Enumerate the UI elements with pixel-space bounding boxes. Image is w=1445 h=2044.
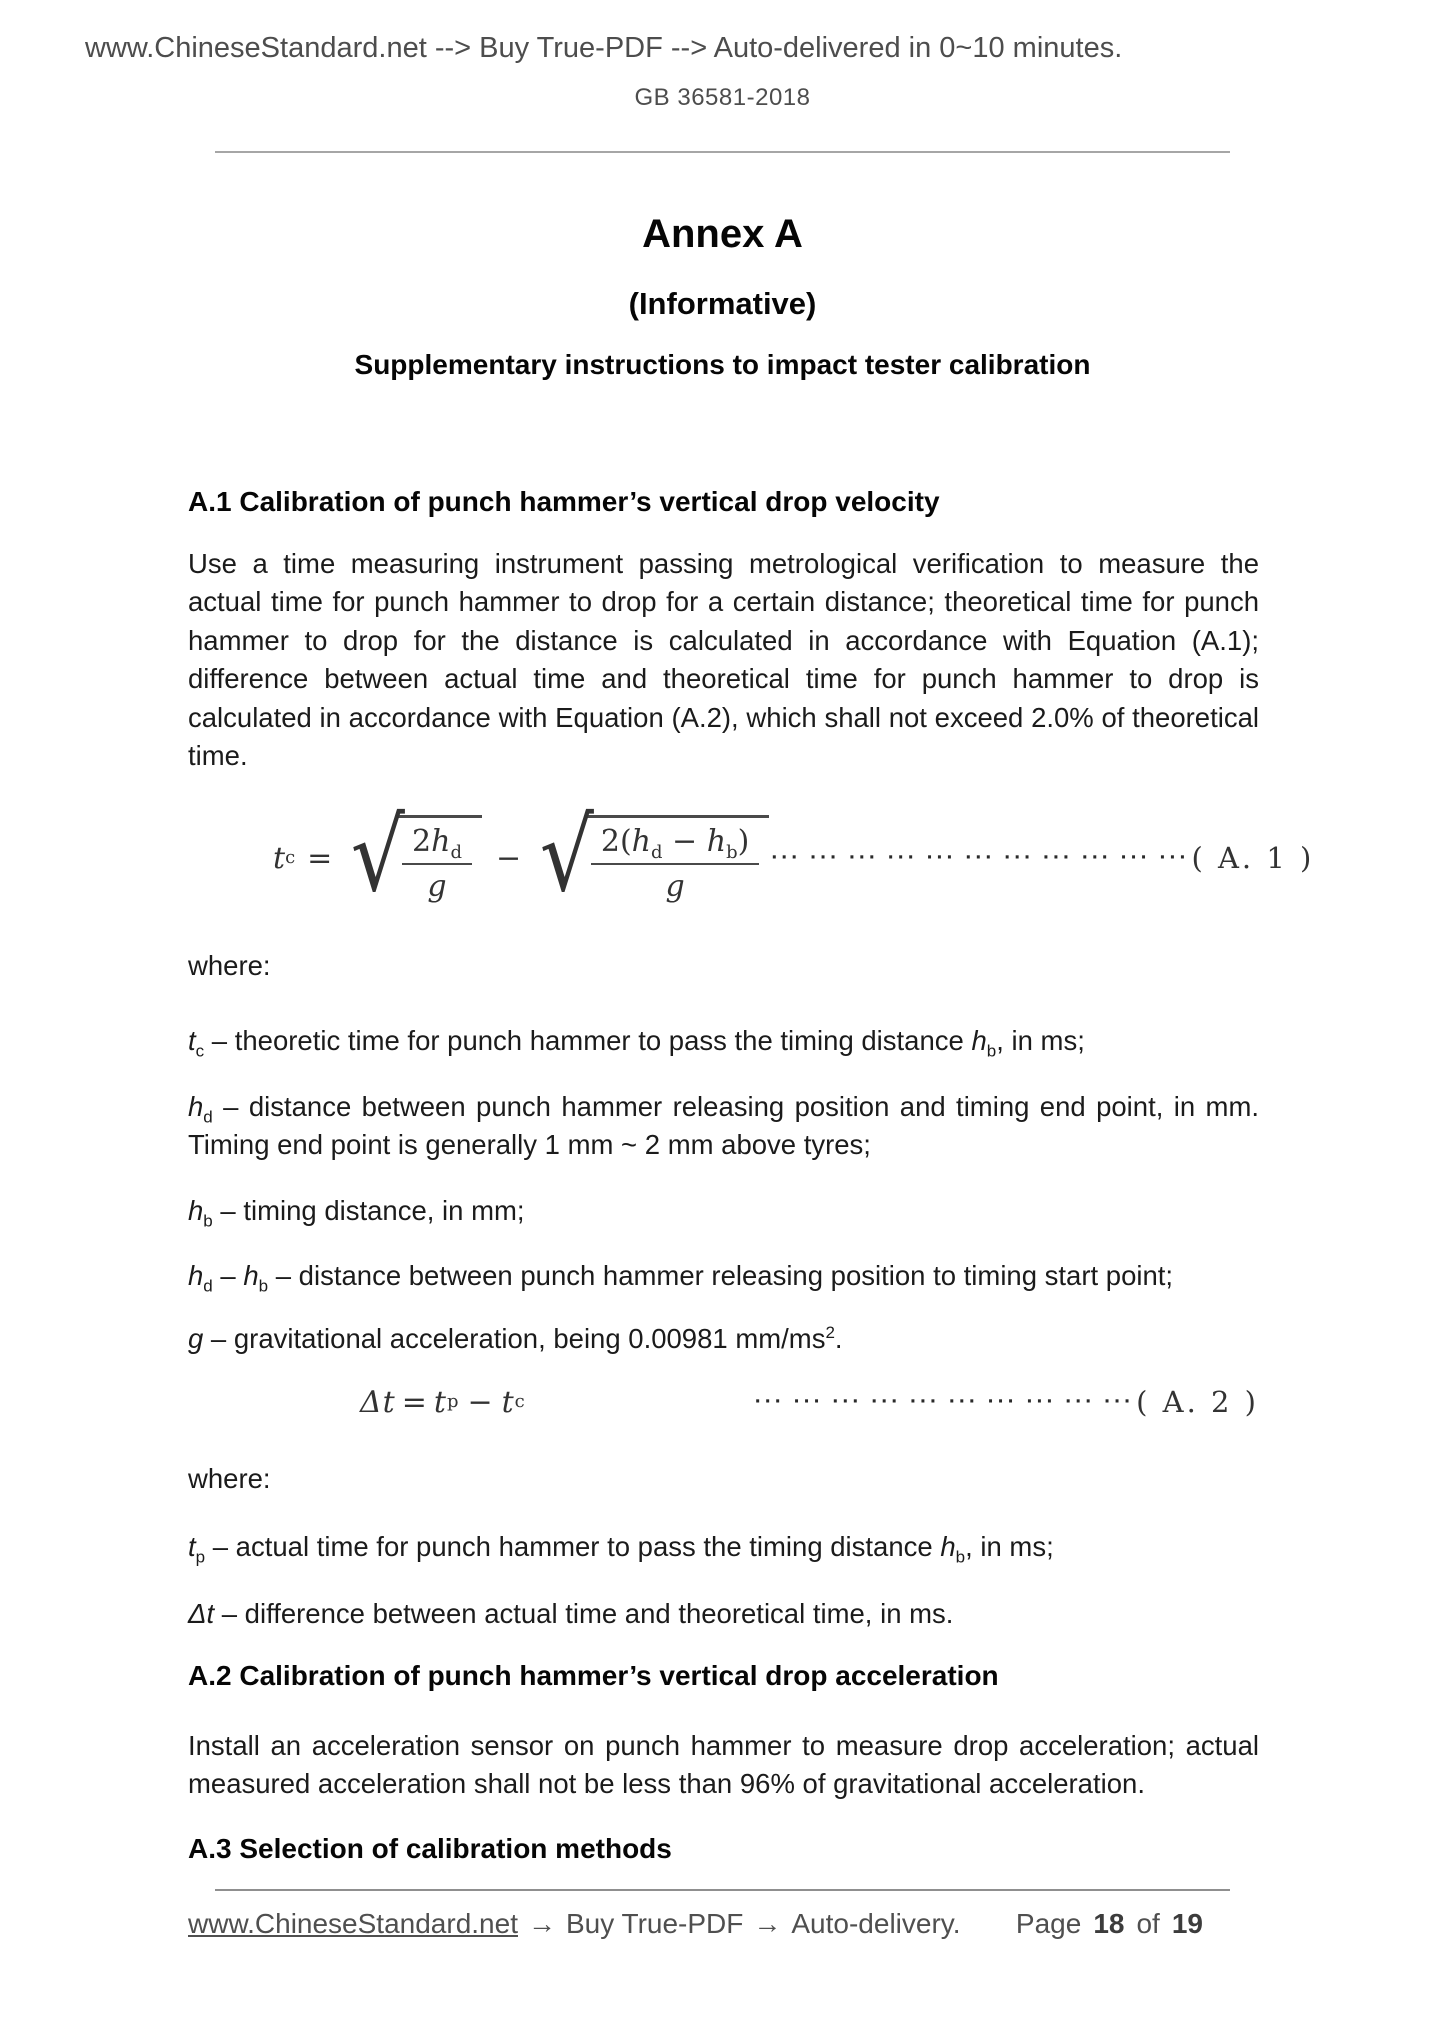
definition-hb: $h_b$ – timing distance, in mm; <box>188 1195 525 1231</box>
definition-hd: $h_d$ – distance between punch hammer releasing position and timing end point, in mm. Timing end point is generally 1 mm ~ 2 mm above tyres; <box>188 1091 1259 1161</box>
leader-dots: ··· ··· ··· ··· ··· ··· ··· ··· ··· ··· <box>754 1390 1135 1413</box>
square-root-2 <box>535 796 769 914</box>
header-divider <box>215 151 1230 153</box>
where-label-2: where: <box>188 1463 271 1494</box>
definition-tp: $t_p$ – actual time for punch hammer to pass the timing distance $h_b$, in ms; <box>188 1531 1054 1567</box>
total-page-number: 19 <box>1171 1908 1203 1939</box>
equation-a1-math: t c = √ $\frac{2h_d}{g}$ − √ $\frac{2(h_d - h_b)}{g}$ <box>273 813 771 904</box>
equation-a2-math: Δt = t p − t c <box>360 1384 526 1420</box>
equation-a2-label: ( A. 2 ) <box>1136 1385 1259 1419</box>
section-a2-paragraph: Install an acceleration sensor on punch hammer to measure drop acceleration; actual measured acceleration shall not be less than 96% of gravitational acceleration. <box>188 1730 1259 1800</box>
radical-icon: √ <box>351 796 406 914</box>
fraction-2-numerator: $2(h_d - h_b)$ <box>591 824 759 865</box>
fraction-1-numerator: $2h_d$ <box>402 824 472 865</box>
section-a2-heading: A.2 Calibration of punch hammer’s vertical drop acceleration <box>188 1660 999 1691</box>
equation-a1-label: ( A. 1 ) <box>1191 841 1315 875</box>
informative-subtitle: (Informative) <box>628 286 817 321</box>
footer-delivery-text: Auto-delivery. <box>791 1908 961 1939</box>
radicand-2 <box>585 815 769 904</box>
footer-buy-text: Buy True-PDF <box>565 1908 744 1939</box>
footer-website-link[interactable]: www.ChineseStandard.net <box>188 1908 518 1939</box>
footer-divider <box>215 1889 1230 1891</box>
equation-a1 <box>188 796 1315 920</box>
equation-a2 <box>188 1372 1259 1432</box>
minus-sign: − <box>467 1384 494 1420</box>
definition-g: g – gravitational acceleration, being 0.00981 $mm/ms^2$. <box>188 1322 843 1354</box>
equals-sign: = <box>307 840 333 876</box>
equals-sign: = <box>401 1384 428 1420</box>
arrow-right-icon: → <box>527 1908 556 1939</box>
fraction-2 <box>591 824 759 904</box>
footer <box>188 1908 1215 1940</box>
document-number: GB 36581-2018 <box>634 84 811 111</box>
fraction-2-denominator: g <box>665 868 685 904</box>
eq1-lhs-symbol: t <box>273 840 286 876</box>
fraction-1 <box>402 824 472 904</box>
page-label: Page <box>1015 1908 1082 1939</box>
arrow-right-icon: → <box>753 1908 782 1939</box>
square-root-1 <box>346 796 482 914</box>
page-indicator <box>1016 1908 1215 1940</box>
section-a1-heading: A.1 Calibration of punch hammer’s vertical drop velocity <box>188 486 940 517</box>
section-a1-paragraph: Use a time measuring instrument passing metrological verification to measure the actual time for punch hammer to drop for a certain distance; theoretical time for punch hammer to drop for the distance is calculated in accordance with Equation (A.1); difference between actual time and theoretical time for punch hammer to drop is calculated in accordance with Equation (A.2), which shall not exceed 2.0% of theoretical time. <box>188 548 1259 772</box>
annex-subtitle: Supplementary instructions to impact tester calibration <box>354 349 1091 380</box>
header-promo-text: www.ChineseStandard.net --> Buy True-PDF --> Auto-delivered in 0~10 minutes. <box>85 32 1123 64</box>
minus-sign: − <box>495 840 522 876</box>
section-a3-heading: A.3 Selection of calibration methods <box>188 1833 672 1864</box>
current-page-number: 18 <box>1093 1908 1125 1939</box>
radical-icon: √ <box>539 796 595 914</box>
eq2-delta-t: Δt <box>360 1384 396 1420</box>
definition-delta-t: Δt – difference between actual time and theoretical time, in ms. <box>188 1598 954 1629</box>
fraction-1-denominator: g <box>427 868 447 904</box>
leader-dots: ··· ··· ··· ··· ··· ··· ··· ··· ··· ··· ··· <box>771 846 1190 869</box>
radicand-1 <box>396 815 482 904</box>
definition-hd-minus-hb: $h_d - h_b$ – distance between punch hammer releasing position to timing start point; <box>188 1260 1174 1296</box>
definition-tc: $t_c$ – theoretic time for punch hammer to pass the timing distance $h_b$, in ms; <box>188 1025 1085 1061</box>
where-label-1: where: <box>188 950 271 981</box>
annex-title: Annex A <box>642 212 803 256</box>
of-label: of <box>1136 1908 1160 1939</box>
